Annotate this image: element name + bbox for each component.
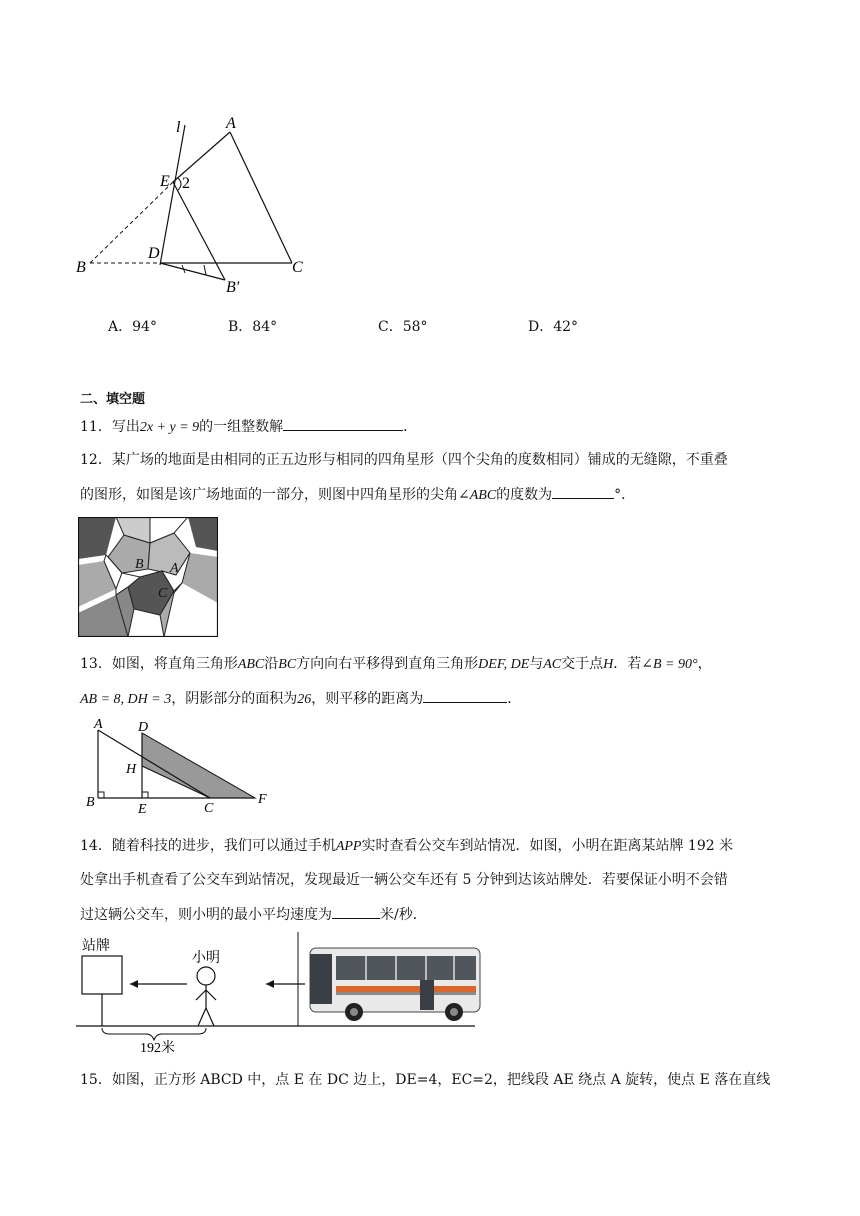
question-12-line2: 的图形，如图是该广场地面的一部分，则图中四角星形的尖角∠ABC的度数为 °． (80, 484, 635, 506)
question-14-line1: 14．随着科技的进步，我们可以通过手机APP实时查看公交车到站情况．如图，小明在距离某站牌 192 米 (80, 838, 734, 854)
q13-label-E: E (138, 802, 147, 813)
q12-tiling-figure (78, 517, 218, 637)
tiling-label-C: C (158, 586, 168, 601)
distance-label: 192米 (140, 1041, 175, 1056)
question-12-line1: 12．某广场的地面是由相同的正五边形与相同的四角星形（四个尖角的度数相同）铺成的无缝隙，不重叠 (80, 452, 728, 468)
q13-figure (80, 718, 280, 813)
label-B: B (76, 259, 86, 276)
label-B-prime: B′ (226, 279, 240, 296)
person-icon (196, 967, 216, 1026)
label-A: A (226, 115, 236, 132)
q13-label-A: A (94, 718, 103, 732)
bus-image (310, 948, 480, 1021)
choice-b: B．84° (228, 319, 278, 335)
q13-label-H: H (126, 762, 137, 777)
person-label: 小明 (192, 951, 220, 966)
question-14-line3: 过这辆公交车，则小明的最小平均速度为 米/秒． (80, 904, 427, 925)
label-l: l (176, 119, 181, 136)
question-13-line2: AB = 8, DH = 3，阴影部分的面积为26，则平移的距离为 ． (80, 688, 521, 710)
q10-figure (70, 110, 320, 300)
answer-blank[interactable] (552, 484, 614, 499)
q13-label-C: C (204, 801, 214, 813)
sign-label: 站牌 (82, 939, 110, 954)
answer-blank[interactable] (423, 688, 507, 703)
tiling-label-A: A (170, 561, 179, 576)
q13-label-B: B (86, 795, 95, 810)
answer-blank[interactable] (332, 904, 380, 919)
label-E: E (160, 173, 170, 190)
question-11: 11．写出2x + y = 9的一组整数解 ． (80, 416, 417, 438)
q13-label-D: D (138, 720, 149, 735)
label-C: C (292, 259, 303, 276)
label-angle-2: 2 (182, 175, 190, 192)
choice-d: D．42° (528, 319, 579, 335)
q14-figure (70, 928, 490, 1056)
question-14-line2: 处拿出手机查看了公交车到站情况，发现最近一辆公交车还有 5 分钟到达该站牌处．若要保证小明不会错 (80, 872, 728, 888)
q13-label-F: F (258, 792, 267, 807)
choice-a: A．94° (108, 319, 157, 335)
question-13-line1: 13．如图，将直角三角形ABC沿BC方向向右平移得到直角三角形DEF, DE与AC交于点H．若∠B = 90°， (80, 656, 712, 672)
question-15-line1: 15．如图，正方形 ABCD 中，点 E 在 DC 边上，DE=4，EC=2，把线段 AE 绕点 A 旋转，使点 E 落在直线 (80, 1072, 771, 1088)
label-D: D (148, 245, 160, 262)
choice-c: C．58° (378, 319, 428, 335)
answer-blank[interactable] (283, 416, 403, 431)
section-heading: 二、填空题 (80, 392, 146, 407)
tiling-label-B: B (135, 557, 144, 572)
